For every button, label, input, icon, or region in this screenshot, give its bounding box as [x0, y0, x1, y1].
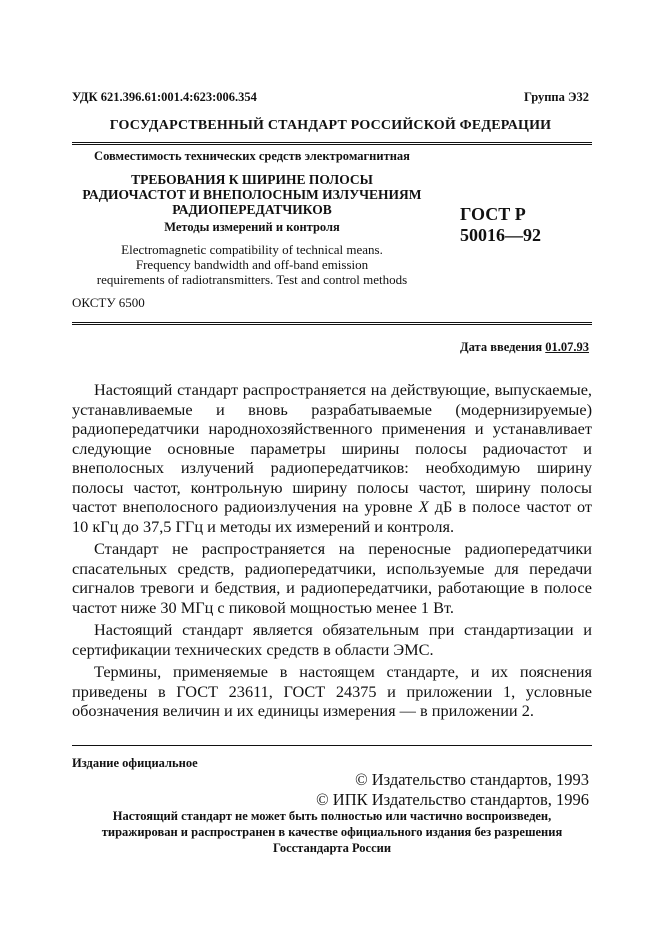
- introduction-date-value: 01.07.93: [545, 340, 589, 354]
- introduction-date-label: Дата введения: [460, 340, 543, 354]
- header-bottom-rule-double: [72, 324, 592, 325]
- introduction-date: [460, 340, 589, 355]
- title-line-1: ТРЕБОВАНИЯ К ШИРИНЕ ПОЛОСЫ: [131, 172, 373, 187]
- header-bottom-rule: [72, 322, 592, 323]
- official-edition-label: Издание официальное: [72, 756, 198, 770]
- english-title: [72, 242, 432, 287]
- top-rule-double: [72, 144, 592, 145]
- copyright-1996: © ИПК Издательство стандартов, 1996: [316, 790, 589, 809]
- copyright-1993: © Издательство стандартов, 1993: [355, 770, 589, 789]
- english-title-line-1: Electromagnetic compatibility of technical means.: [121, 242, 383, 257]
- level-variable-x: X: [418, 497, 429, 516]
- english-title-line-2: Frequency bandwidth and off-band emission: [135, 257, 369, 272]
- udk-code: УДК 621.396.61:001.4:623:006.354: [72, 90, 257, 104]
- oksty-code: ОКСТУ 6500: [72, 295, 145, 310]
- notice-line-2: тиражирован и распространен в качестве официального издания без разрешения: [101, 825, 563, 839]
- gost-designation: [460, 204, 541, 246]
- title-line-3: РАДИОПЕРЕДАТЧИКОВ: [172, 202, 332, 217]
- top-rule: [72, 142, 592, 143]
- paragraph-exclusions: Стандарт не распространяется на переносные радиопередатчики спасательных средств, радиопередатчики, используемые для передачи сигналов тревоги и бедствия, и радиопередатчики, работающие в полосе частот ниже 30 МГц с пиковой мощностью менее 1 Вт.: [72, 539, 592, 617]
- reproduction-notice: [72, 808, 592, 856]
- paragraph-mandatory: Настоящий стандарт является обязательным при стандартизации и сертификации технических средств в области ЭМС.: [72, 620, 592, 659]
- gost-line-1: ГОСТ Р: [460, 204, 526, 224]
- paragraph-scope-part-1: Настоящий стандарт распространяется на действующие, выпускаемые, устанавливаемые и вновь разрабатываемые (модернизируемые) радиопередатчики народнохозяйственного применения и устанавливает следующие основные параметры ширины полосы радиочастот и внеполосных излучений радиопередатчиков: необходимую ширину полосы частот, контрольную ширину полосы частот, ширину полосы частот внеполосного радиоизлучения на уровне: [72, 380, 592, 516]
- notice-line-1: Настоящий стандарт не может быть полностью или частично воспроизведен,: [112, 809, 552, 823]
- title-line-2: РАДИОЧАСТОТ И ВНЕПОЛОСНЫМ ИЗЛУЧЕНИЯМ: [82, 187, 422, 202]
- body-text: [72, 380, 592, 724]
- footer-rule: [72, 745, 592, 746]
- group-code: Группа Э32: [524, 90, 589, 104]
- paragraph-scope-part-2: дБ в полосе частот от 10 кГц до 37,5 ГГц и методы их измерений и контроля.: [72, 497, 592, 536]
- standard-title: [72, 172, 432, 217]
- paragraph-scope: [72, 380, 592, 536]
- state-standard-heading: ГОСУДАРСТВЕННЫЙ СТАНДАРТ РОССИЙСКОЙ ФЕДЕРАЦИИ: [109, 118, 552, 133]
- paragraph-terms: Термины, применяемые в настоящем стандарте, и их пояснения приведены в ГОСТ 23611, ГОСТ 24375 и приложении 1, условные обозначения величин и их единицы измерения — в приложении 2.: [72, 662, 592, 720]
- compatibility-subtitle: Совместимость технических средств электромагнитная: [94, 149, 410, 163]
- notice-line-3: Госстандарта России: [272, 841, 392, 855]
- english-title-line-3: requirements of radiotransmitters. Test and control methods: [96, 272, 408, 287]
- methods-subtitle: Методы измерений и контроля: [164, 220, 340, 234]
- gost-number: 50016—92: [460, 225, 541, 245]
